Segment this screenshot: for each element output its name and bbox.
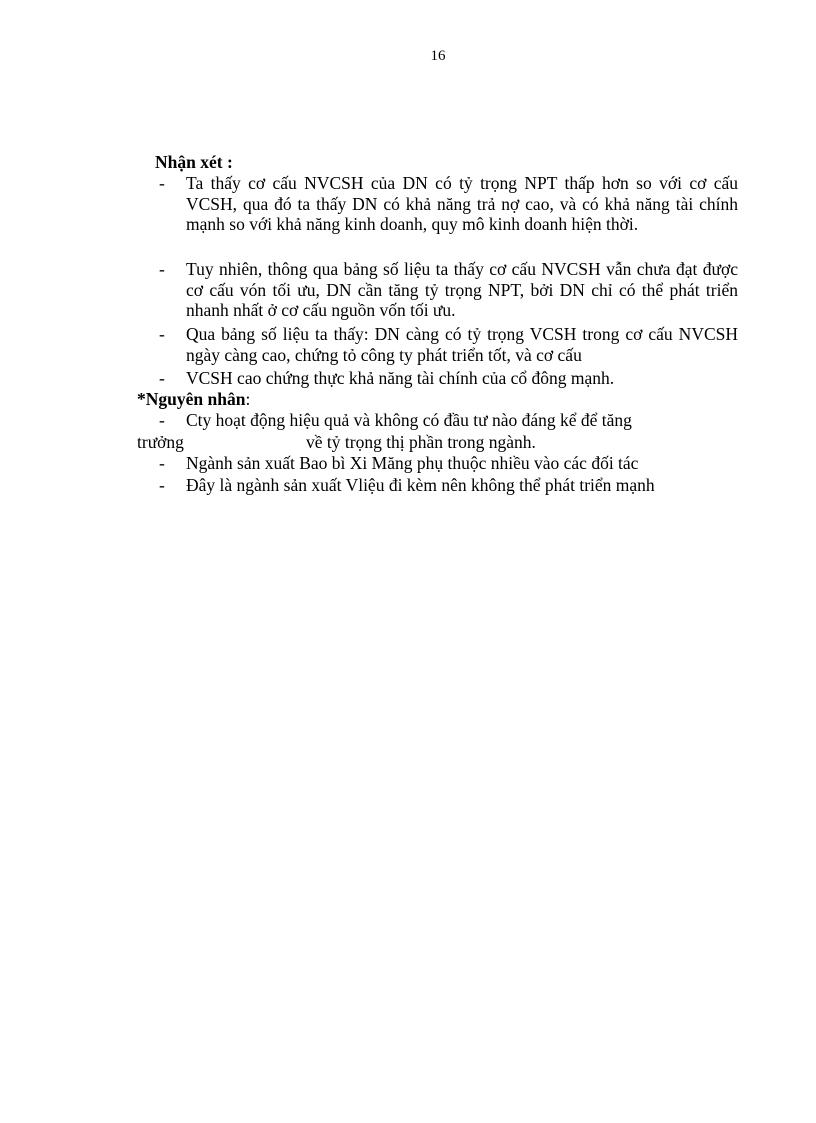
bullet-dash: - bbox=[159, 453, 165, 473]
list-item-text: Tuy nhiên, thông qua bảng số liệu ta thấy cơ cấu NVCSH vẫn chưa đạt được cơ cấu vón tối ưu, DN cần tăng tỷ trọng NPT, bởi DN chỉ có thể phát triển nhanh nhất ở cơ cấu nguồn vốn tối ưu. bbox=[186, 259, 738, 320]
causes-line-1 bbox=[159, 410, 165, 431]
causes-line-2-start: trưởng bbox=[137, 432, 184, 452]
causes-line-1-text: Cty hoạt động hiệu quả và không có đầu tư nào đáng kể để tăng bbox=[186, 410, 632, 430]
page-number: 16 bbox=[430, 48, 446, 64]
causes-heading-label: *Nguyên nhân bbox=[137, 389, 246, 409]
causes-heading-colon: : bbox=[245, 389, 251, 409]
bullet-dash: - bbox=[159, 173, 165, 193]
causes-heading bbox=[137, 389, 250, 410]
causes-line-2-end: về tỷ trọng thị phần trong ngành. bbox=[306, 432, 536, 452]
list-item-text: Ta thấy cơ cấu NVCSH của DN có tỷ trọng NPT thấp hơn so với cơ cấu VCSH, qua đó ta thấy DN có khả năng trả nợ cao, và có khả năng tài chính mạnh so với khả năng kinh doanh, quy mô kinh doanh hiện thời. bbox=[186, 173, 738, 234]
bullet-dash: - bbox=[159, 368, 165, 388]
causes-bullet-1: Ngành sản xuất Bao bì Xi Măng phụ thuộc nhiều vào các đối tác bbox=[186, 453, 639, 473]
bullet-dash: - bbox=[159, 475, 165, 495]
bullet-dash: - bbox=[159, 259, 165, 279]
list-item-text: VCSH cao chứng thực khả năng tài chính của cổ đông mạnh. bbox=[186, 368, 615, 388]
bullet-dash: - bbox=[159, 324, 165, 344]
list-item-text: Qua bảng số liệu ta thấy: DN càng có tỷ trọng VCSH trong cơ cấu NVCSH ngày càng cao, chứng tỏ công ty phát triển tốt, và cơ cấu bbox=[186, 324, 738, 365]
bullet-dash: - bbox=[159, 410, 165, 430]
causes-bullet-2: Đây là ngành sản xuất Vliệu đi kèm nên không thể phát triển mạnh bbox=[186, 475, 655, 495]
remarks-heading: Nhận xét : bbox=[155, 152, 233, 172]
